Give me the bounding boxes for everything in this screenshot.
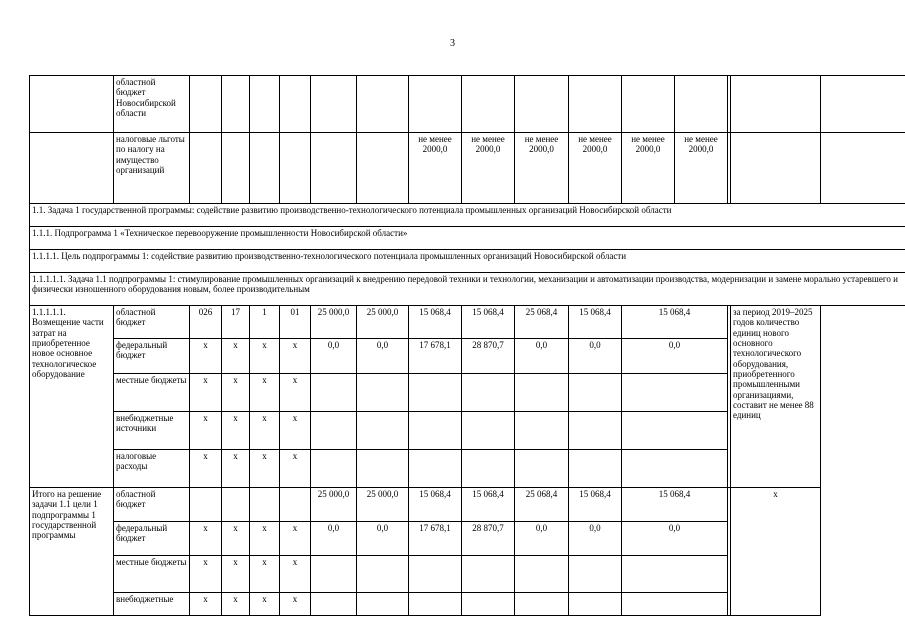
amount-cell: 15 068,4 — [622, 306, 728, 339]
amount-cell: 15 068,4 — [462, 488, 515, 522]
amount-cell — [622, 412, 728, 450]
value-cell — [250, 76, 280, 133]
code-cell: 01 — [280, 306, 311, 339]
code-cell: 17 — [222, 306, 250, 339]
code-cell: х — [190, 556, 222, 593]
value-cell — [311, 133, 357, 204]
value-cell — [409, 76, 462, 133]
code-cell: х — [222, 593, 250, 616]
amount-cell: 25 000,0 — [311, 488, 357, 522]
value-cell — [462, 76, 515, 133]
table-row — [30, 133, 905, 204]
code-cell: 1 — [250, 306, 280, 339]
value-cell: не менее 2000,0 — [515, 133, 569, 204]
amount-cell — [409, 450, 462, 488]
amount-cell — [357, 593, 409, 616]
value-cell — [311, 76, 357, 133]
amount-cell: 0,0 — [515, 339, 569, 374]
section-heading: 1.1.1. Подпрограмма 1 «Техническое перевооружение промышленности Новосибирской области» — [30, 227, 905, 250]
amount-cell — [569, 593, 622, 616]
program-table — [29, 75, 905, 616]
section-heading-row — [30, 250, 905, 273]
amount-cell — [515, 412, 569, 450]
amount-cell — [569, 450, 622, 488]
amount-cell: 15 068,4 — [622, 488, 728, 522]
code-cell: х — [280, 556, 311, 593]
amount-cell — [462, 412, 515, 450]
amount-cell — [515, 374, 569, 412]
amount-cell — [622, 556, 728, 593]
code-cell: х — [250, 339, 280, 374]
funding-source: областной бюджет Новосибирской области — [114, 76, 190, 133]
code-cell — [280, 488, 311, 522]
amount-cell — [357, 374, 409, 412]
funding-source: областной бюджет — [114, 488, 190, 522]
amount-cell — [462, 593, 515, 616]
funding-source: налоговые расходы — [114, 450, 190, 488]
code-cell: х — [250, 374, 280, 412]
amount-cell — [462, 374, 515, 412]
empty-cell — [30, 133, 114, 204]
table-row — [30, 306, 905, 339]
amount-cell — [311, 412, 357, 450]
result-cell — [821, 133, 905, 204]
amount-cell — [515, 593, 569, 616]
amount-cell: 25 000,0 — [357, 306, 409, 339]
code-cell: х — [250, 522, 280, 556]
amount-cell — [569, 556, 622, 593]
amount-cell: 0,0 — [569, 339, 622, 374]
code-cell — [222, 488, 250, 522]
amount-cell — [311, 593, 357, 616]
value-cell — [222, 133, 250, 204]
amount-cell — [357, 412, 409, 450]
empty-cell — [30, 76, 114, 133]
result-cell: за период 2019–2025 годов количество единиц нового основного технологического оборудования, приобретенного промышленными организациями, составит не менее 88 единиц — [731, 306, 821, 488]
funding-source: местные бюджеты — [114, 556, 190, 593]
executor-cell — [731, 133, 821, 204]
amount-cell: 0,0 — [311, 339, 357, 374]
code-cell — [190, 488, 222, 522]
code-cell: х — [190, 522, 222, 556]
value-cell — [675, 76, 728, 133]
amount-cell: 25 000,0 — [311, 306, 357, 339]
amount-cell — [622, 593, 728, 616]
amount-cell: 0,0 — [515, 522, 569, 556]
amount-cell: 15 068,4 — [409, 488, 462, 522]
value-cell: не менее 2000,0 — [409, 133, 462, 204]
value-cell — [357, 133, 409, 204]
code-cell: х — [250, 556, 280, 593]
amount-cell — [462, 556, 515, 593]
executor-cell — [731, 76, 821, 133]
code-cell: х — [222, 412, 250, 450]
code-cell: х — [222, 374, 250, 412]
amount-cell: 0,0 — [357, 339, 409, 374]
amount-cell: 0,0 — [357, 522, 409, 556]
amount-cell — [409, 412, 462, 450]
amount-cell: 0,0 — [569, 522, 622, 556]
code-cell: х — [280, 374, 311, 412]
value-cell: не менее 2000,0 — [462, 133, 515, 204]
amount-cell — [515, 556, 569, 593]
code-cell: х — [250, 450, 280, 488]
amount-cell — [622, 450, 728, 488]
code-cell: х — [190, 593, 222, 616]
amount-cell: 15 068,4 — [569, 488, 622, 522]
amount-cell — [357, 556, 409, 593]
code-cell: х — [280, 450, 311, 488]
value-cell — [280, 133, 311, 204]
amount-cell — [569, 412, 622, 450]
code-cell: х — [222, 450, 250, 488]
value-cell — [250, 133, 280, 204]
amount-cell — [311, 374, 357, 412]
value-cell — [190, 133, 222, 204]
amount-cell: 0,0 — [622, 522, 728, 556]
amount-cell — [409, 374, 462, 412]
code-cell: х — [280, 522, 311, 556]
section-heading: 1.1.1.1.1. Задача 1.1 подпрограммы 1: стимулирование промышленных организаций к внедрению передовой техники и технологии, механизации и автоматизации производства, модернизации и замене морально устаревшего и физически изношенного оборудования новым, более производительным — [30, 273, 905, 306]
amount-cell: 15 068,4 — [569, 306, 622, 339]
code-cell: х — [280, 339, 311, 374]
value-cell: не менее 2000,0 — [675, 133, 728, 204]
code-cell: х — [280, 593, 311, 616]
amount-cell — [622, 374, 728, 412]
amount-cell — [409, 556, 462, 593]
value-cell — [357, 76, 409, 133]
value-cell — [190, 76, 222, 133]
amount-cell: 0,0 — [622, 339, 728, 374]
code-cell: х — [190, 339, 222, 374]
amount-cell: 0,0 — [311, 522, 357, 556]
value-cell — [622, 76, 675, 133]
amount-cell: 17 678,1 — [409, 339, 462, 374]
page-number: 3 — [450, 38, 455, 49]
amount-cell: 25 068,4 — [515, 306, 569, 339]
value-cell — [515, 76, 569, 133]
amount-cell — [311, 556, 357, 593]
funding-source: внебюджетные — [114, 593, 190, 616]
code-cell: х — [250, 593, 280, 616]
amount-cell — [515, 450, 569, 488]
code-cell: х — [280, 412, 311, 450]
code-cell: х — [222, 556, 250, 593]
amount-cell: 15 068,4 — [409, 306, 462, 339]
funding-source: областной бюджет — [114, 306, 190, 339]
measure-name: 1.1.1.1.1. Возмещение части затрат на приобретенное новое основное технологическое оборудование — [30, 306, 114, 488]
value-cell — [280, 76, 311, 133]
amount-cell: 15 068,4 — [462, 306, 515, 339]
amount-cell — [409, 593, 462, 616]
section-heading-row — [30, 273, 905, 306]
code-cell: х — [190, 450, 222, 488]
result-cell: х — [731, 488, 821, 616]
section-heading-row — [30, 204, 905, 227]
amount-cell — [357, 450, 409, 488]
funding-source: налоговые льготы по налогу на имущество организаций — [114, 133, 190, 204]
value-cell: не менее 2000,0 — [622, 133, 675, 204]
table-row — [30, 488, 905, 522]
result-cell — [821, 76, 905, 133]
section-heading: 1.1. Задача 1 государственной программы: содействие развитию производственно-технологического потенциала промышленных организаций Новосибирской области — [30, 204, 905, 227]
amount-cell — [569, 374, 622, 412]
table-row — [30, 76, 905, 133]
value-cell — [569, 76, 622, 133]
amount-cell: 17 678,1 — [409, 522, 462, 556]
funding-source: внебюджетные источники — [114, 412, 190, 450]
code-cell: х — [190, 374, 222, 412]
amount-cell: 28 870,7 — [462, 522, 515, 556]
code-cell: х — [250, 412, 280, 450]
amount-cell: 25 068,4 — [515, 488, 569, 522]
amount-cell: 25 000,0 — [357, 488, 409, 522]
code-cell — [250, 488, 280, 522]
funding-source: федеральный бюджет — [114, 522, 190, 556]
amount-cell: 28 870,7 — [462, 339, 515, 374]
value-cell: не менее 2000,0 — [569, 133, 622, 204]
code-cell: х — [222, 339, 250, 374]
code-cell: 026 — [190, 306, 222, 339]
code-cell: х — [222, 522, 250, 556]
value-cell — [222, 76, 250, 133]
total-name: Итого на решение задачи 1.1 цели 1 подпрограммы 1 государственной программы — [30, 488, 114, 616]
amount-cell — [311, 450, 357, 488]
section-heading-row — [30, 227, 905, 250]
code-cell: х — [190, 412, 222, 450]
section-heading: 1.1.1.1. Цель подпрограммы 1: содействие развитию производственно-технологического потенциала промышленных организаций Новосибирской области — [30, 250, 905, 273]
funding-source: местные бюджеты — [114, 374, 190, 412]
funding-source: федеральный бюджет — [114, 339, 190, 374]
amount-cell — [462, 450, 515, 488]
